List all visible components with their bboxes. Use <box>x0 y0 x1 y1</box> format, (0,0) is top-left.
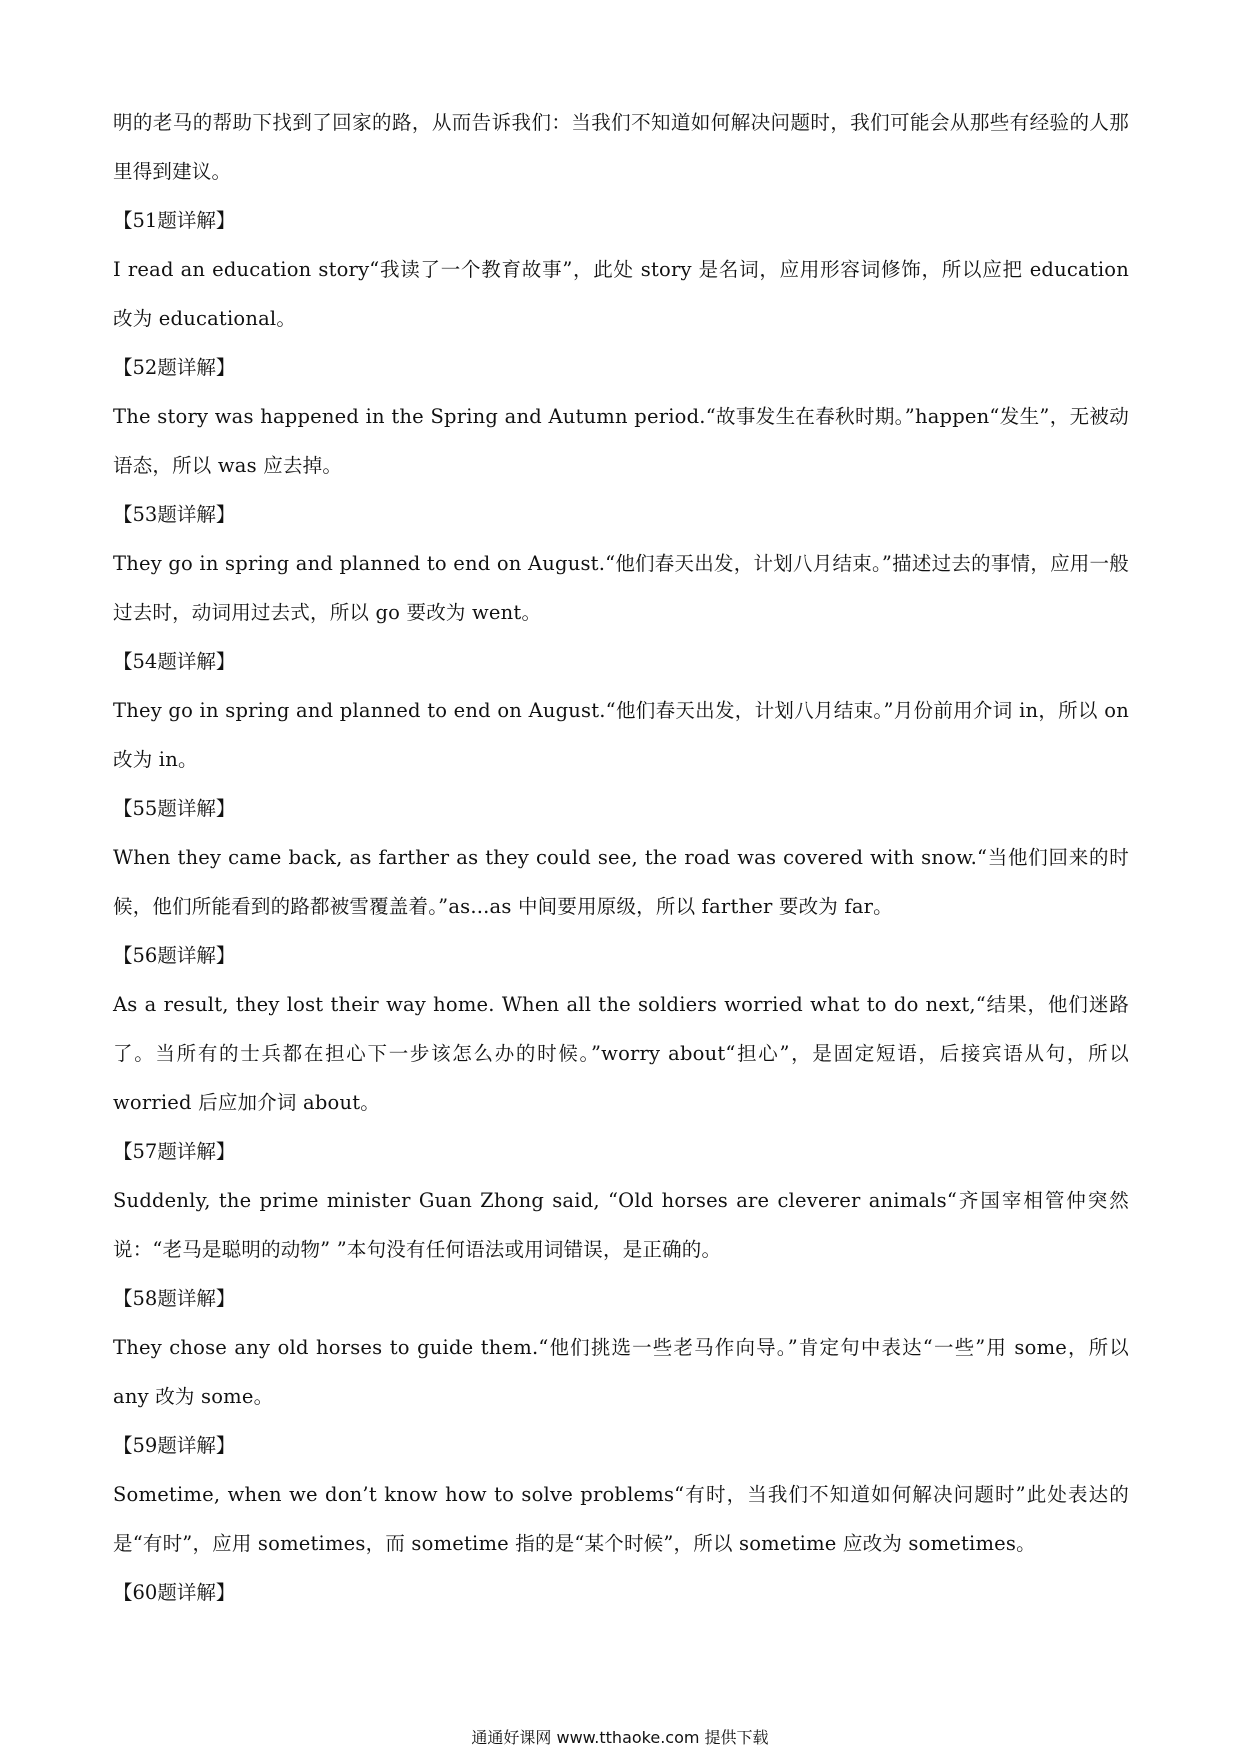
section-text-52: The story was happened in the Spring and Autumn period.“故事发生在春秋时期。”happen“发生”，无被动语态，所以 was 应去掉。 <box>113 405 1129 477</box>
intro-paragraph: 明的老马的帮助下找到了回家的路，从而告诉我们：当我们不知道如何解决问题时，我们可能会从那些有经验的人那里得到建议。 <box>113 111 1129 183</box>
section-heading-55: 【55题详解】 <box>113 797 236 820</box>
section-text-57: Suddenly, the prime minister Guan Zhong said, “Old horses are cleverer animals“齐国宰相管仲突然说：“老马是聪明的动物” ”本句没有任何语法或用词错误，是正确的。 <box>113 1189 1129 1261</box>
section-heading-57: 【57题详解】 <box>113 1140 236 1163</box>
section-text-56: As a result, they lost their way home. When all the soldiers worried what to do next,“结果，他们迷路了。当所有的士兵都在担心下一步该怎么办的时候。”worry about“担心”，是固定短语，后接宾语从句，所以 worried 后应加介词 about。 <box>113 993 1129 1114</box>
section-heading-53: 【53题详解】 <box>113 503 236 526</box>
section-text-58: They chose any old horses to guide them.“他们挑选一些老马作向导。”肯定句中表达“一些”用 some，所以 any 改为 some。 <box>113 1336 1129 1408</box>
section-text-55: When they came back, as farther as they could see, the road was covered with snow.“当他们回来的时候，他们所能看到的路都被雪覆盖着。”as...as 中间要用原级，所以 farther 要改为 far。 <box>113 846 1129 918</box>
section-text-59: Sometime, when we don’t know how to solve problems“有时，当我们不知道如何解决问题时”此处表达的是“有时”，应用 sometimes，而 sometime 指的是“某个时候”，所以 sometime 应改为 sometimes。 <box>113 1483 1129 1555</box>
page-footer: 通通好课网 www.tthaoke.com 提供下载 <box>471 1728 769 1747</box>
section-heading-59: 【59题详解】 <box>113 1434 236 1457</box>
section-heading-60: 【60题详解】 <box>113 1581 236 1604</box>
section-heading-58: 【58题详解】 <box>113 1287 236 1310</box>
section-heading-56: 【56题详解】 <box>113 944 236 967</box>
section-text-51: I read an education story“我读了一个教育故事”，此处 story 是名词，应用形容词修饰，所以应把 education 改为 educational。 <box>113 258 1129 330</box>
section-heading-54: 【54题详解】 <box>113 650 236 673</box>
section-text-54: They go in spring and planned to end on August.“他们春天出发，计划八月结束。”月份前用介词 in，所以 on 改为 in。 <box>113 699 1129 771</box>
document-body <box>113 98 1129 1617</box>
section-heading-51: 【51题详解】 <box>113 209 236 232</box>
section-heading-52: 【52题详解】 <box>113 356 236 379</box>
section-text-53: They go in spring and planned to end on August.“他们春天出发，计划八月结束。”描述过去的事情，应用一般过去时，动词用过去式，所以 go 要改为 went。 <box>113 552 1129 624</box>
